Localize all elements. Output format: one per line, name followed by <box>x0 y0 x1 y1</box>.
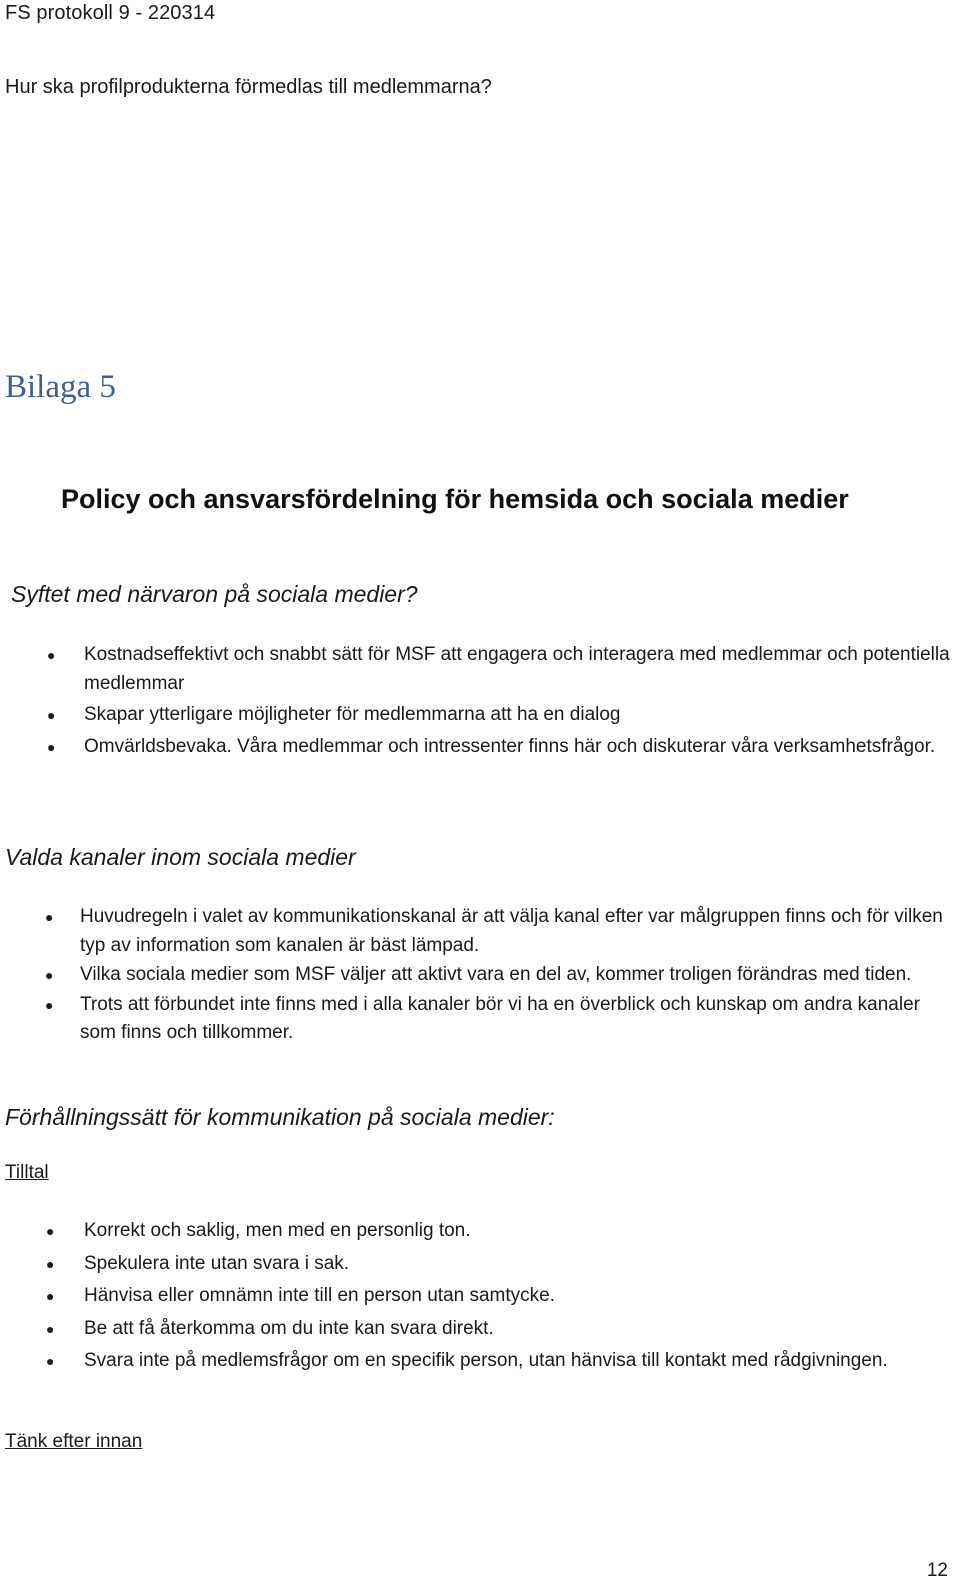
list-item <box>46 1217 944 1246</box>
section-heading-channels: Valda kanaler inom sociala medier <box>5 844 356 870</box>
bullet-icon: ● <box>46 1353 55 1369</box>
list-item-text: Omvärldsbevaka. Våra medlemmar och intressenter finns här och diskuterar våra verksamhetsfrågor. <box>84 735 936 757</box>
section-heading-approach: Förhållningssätt för kommunikation på sociala medier: <box>5 1104 555 1130</box>
list-item-text: Svara inte på medlemsfrågor om en specifik person, utan hänvisa till kontakt med rådgivningen. <box>84 1350 888 1371</box>
list-item <box>46 1347 944 1376</box>
bullet-icon: ● <box>47 738 56 755</box>
question-text: Hur ska profilprodukterna förmedlas till medlemmarna? <box>5 76 492 98</box>
bullet-icon: ● <box>46 1320 55 1337</box>
bullet-icon: ● <box>46 1288 55 1304</box>
list-item-text: Huvudregeln i valet av kommunikationskanal är att välja kanal efter var målgruppen finns och för vilken typ av information som kanalen är bäst lämpad. <box>80 906 943 956</box>
bullet-icon: ● <box>47 707 56 723</box>
list-item-text: Skapar ytterligare möjligheter för medlemmarna att ha en dialog <box>84 704 621 725</box>
list-item-text: Be att få återkomma om du inte kan svara direkt. <box>84 1317 494 1339</box>
tilltal-list <box>46 1217 944 1380</box>
policy-title: Policy och ansvarsfördelning för hemsida och sociala medier <box>61 484 849 514</box>
channels-list <box>45 903 952 1049</box>
list-item-text: Spekulera inte utan svara i sak. <box>84 1252 350 1274</box>
list-item <box>45 903 952 960</box>
list-item-text: Trots att förbundet inte finns med i alla kanaler bör vi ha en överblick och kunskap om andra kanaler som finns och tillkommer. <box>80 993 920 1043</box>
bullet-icon: ● <box>45 967 54 983</box>
document-header: FS protokoll 9 - 220314 <box>5 2 216 24</box>
list-item <box>45 991 952 1048</box>
list-item-text: Hänvisa eller omnämn inte till en person utan samtycke. <box>84 1285 556 1306</box>
bullet-icon: ● <box>45 909 54 925</box>
list-item <box>47 701 954 730</box>
list-item-text: Vilka sociala medier som MSF väljer att aktivt vara en del av, kommer troligen förändras med tiden. <box>80 964 912 985</box>
list-item <box>47 641 954 698</box>
list-item <box>45 961 952 990</box>
page-number: 12 <box>926 1560 948 1581</box>
list-item-text: Kostnadseffektivt och snabbt sätt för MSF att engagera och interagera med medlemmar och potentiella medlemmar <box>84 644 950 694</box>
bullet-icon: ● <box>46 1223 55 1239</box>
list-item <box>46 1282 944 1311</box>
section-heading-purpose: Syftet med närvaron på sociala medier? <box>11 581 418 607</box>
purpose-list <box>47 641 954 764</box>
bullet-icon: ● <box>45 996 54 1013</box>
list-item <box>46 1250 944 1279</box>
subheading-think-first: Tänk efter innan <box>5 1431 143 1452</box>
bullet-icon: ● <box>47 647 56 663</box>
bullet-icon: ● <box>46 1255 55 1272</box>
list-item <box>47 733 954 762</box>
list-item-text: Korrekt och saklig, men med en personlig ton. <box>84 1220 471 1241</box>
subheading-tilltal: Tilltal <box>5 1162 49 1183</box>
appendix-heading: Bilaga 5 <box>5 369 116 405</box>
list-item <box>46 1315 944 1344</box>
